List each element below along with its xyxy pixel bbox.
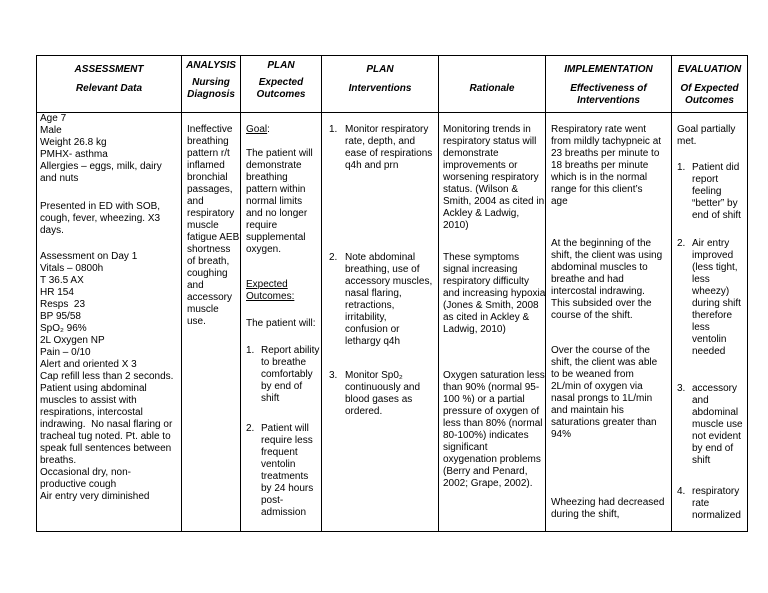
header-assessment: ASSESSMENT [74, 64, 144, 75]
effectiveness-3: Over the course of the shift, the client was able to be weaned from 2L/min of oxygen via nasal prongs to 1L/min and maintain his saturations greater than 94% [551, 345, 658, 440]
header-plan-outcomes: PLAN [267, 60, 295, 71]
evaluation-4-text: respiratory rate normalized [692, 486, 741, 521]
outcome-1-number: 1. [246, 345, 255, 356]
table-bottom-border [36, 531, 748, 532]
col-border-2 [240, 55, 241, 532]
col-border-6 [671, 55, 672, 532]
goal-colon: : [267, 124, 270, 135]
assessment-presentation: Presented in ED with SOB, cough, fever, wheezing. X3 days. [40, 201, 161, 236]
effectiveness-1: Respiratory rate went from mildly tachypneic at 23 breaths per minute to 18 breaths per minute which is in the normal range for this client’s age [551, 124, 662, 207]
header-evaluation: EVALUATION [677, 64, 742, 75]
patient-will-label: The patient will: [246, 318, 316, 329]
rationale-2: These symptoms signal increasing respiratory difficulty and increasing hypoxia (Jones & Smith, 2008 as cited in Ackley & Ladwig, 2010) [443, 252, 546, 335]
header-analysis: ANALYSIS [186, 60, 236, 71]
evaluation-intro: Goal partially met. [677, 124, 736, 147]
header-nursing-diagnosis: Nursing Diagnosis [187, 77, 235, 100]
effectiveness-4: Wheezing had decreased during the shift, [551, 497, 665, 520]
col-border-left [36, 55, 37, 532]
nursing-diagnosis-text: Ineffective breathing pattern r/t inflamed bronchial passages, and respiratory muscle fatigue AEB shortness of breath, coughing and accessory muscle use. [187, 124, 240, 327]
effectiveness-2: At the beginning of the shift, the client was using abdominal muscles to breathe and had intercostal indrawing. This subsided over the course of the shift. [551, 238, 663, 321]
rationale-3: Oxygen saturation less than 90% (normal 95- 100 %) or a partial pressure of oxygen of less than 80% (normal 80-100%) indicates significant oxygenation problems (Berry and Penard, 2002; Grape, 2002). [443, 370, 545, 489]
evaluation-3-number: 3. [677, 383, 686, 394]
intervention-1-number: 1. [329, 124, 338, 135]
outcome-2-number: 2. [246, 423, 255, 434]
col-border-1 [181, 55, 182, 532]
table-top-border [36, 55, 748, 56]
goal-label: Goal [246, 124, 268, 135]
goal-heading [246, 124, 270, 136]
evaluation-1-text: Patient did report feeling “better” by end of shift [692, 162, 741, 221]
header-implementation: IMPLEMENTATION [564, 64, 653, 75]
col-border-3 [321, 55, 322, 532]
outcome-1-text: Report ability to breathe comfortably by end of shift [261, 345, 320, 404]
header-expected-outcomes: Expected Outcomes [256, 77, 306, 100]
header-interventions: Interventions [348, 83, 412, 94]
intervention-2-number: 2. [329, 252, 338, 263]
evaluation-1-number: 1. [677, 162, 686, 173]
goal-text: The patient will demonstrate breathing pattern within normal limits and no longer require supplemental oxygen. [246, 148, 313, 255]
evaluation-2-text: Air entry improved (less tight, less wheezy) during shift therefore less ventolin needed [692, 238, 741, 357]
header-expected-outcomes-eval: Of Expected Outcomes [680, 83, 739, 106]
header-relevant-data: Relevant Data [75, 83, 143, 94]
intervention-3-number: 3. [329, 370, 338, 381]
evaluation-4-number: 4. [677, 486, 686, 497]
intervention-1-text: Monitor respiratory rate, depth, and ease of respirations q4h and prn [345, 124, 433, 171]
header-rationale: Rationale [469, 83, 515, 94]
outcome-2-text: Patient will require less frequent ventolin treatments by 24 hours post- admission [261, 423, 314, 518]
rationale-1: Monitoring trends in respiratory status will demonstrate improvements or worsening respiratory status. (Wilson & Smith, 2004 as cited in Ackley & Ladwig, 2010) [443, 124, 545, 231]
col-border-4 [438, 55, 439, 532]
col-border-right [747, 55, 748, 532]
header-plan-interventions: PLAN [366, 64, 394, 75]
evaluation-2-number: 2. [677, 238, 686, 249]
intervention-2-text: Note abdominal breathing, use of accessory muscles, nasal flaring, retractions, irritability, confusion or lethargy q4h [345, 252, 433, 347]
intervention-3-text: Monitor Sp0₂ continuously and blood gases as ordered. [345, 370, 421, 417]
evaluation-3-text: accessory and abdominal muscle use not evident by end of shift [692, 383, 743, 466]
assessment-demographics: Age 7 Male Weight 26.8 kg PMHX- asthma Allergies – eggs, milk, dairy and nuts [40, 113, 162, 184]
header-effectiveness: Effectiveness of Interventions [570, 83, 647, 106]
expected-outcomes-label: Expected Outcomes: [246, 279, 295, 302]
assessment-day1: Assessment on Day 1 Vitals – 0800h T 36.5 AX HR 154 Resps 23 BP 95/58 SpO₂ 96% 2L Oxygen NP Pain – 0/10 Alert and oriented X 3 Cap refill less than 2 seconds. Patient using abdominal muscles to assist with respirations, intercostal indrawing. No nasal flaring or tracheal tug noted. Pt. able to speak full sentences between breaths. Occasional dry, non- productive cough Air entry very diminished [40, 251, 174, 502]
